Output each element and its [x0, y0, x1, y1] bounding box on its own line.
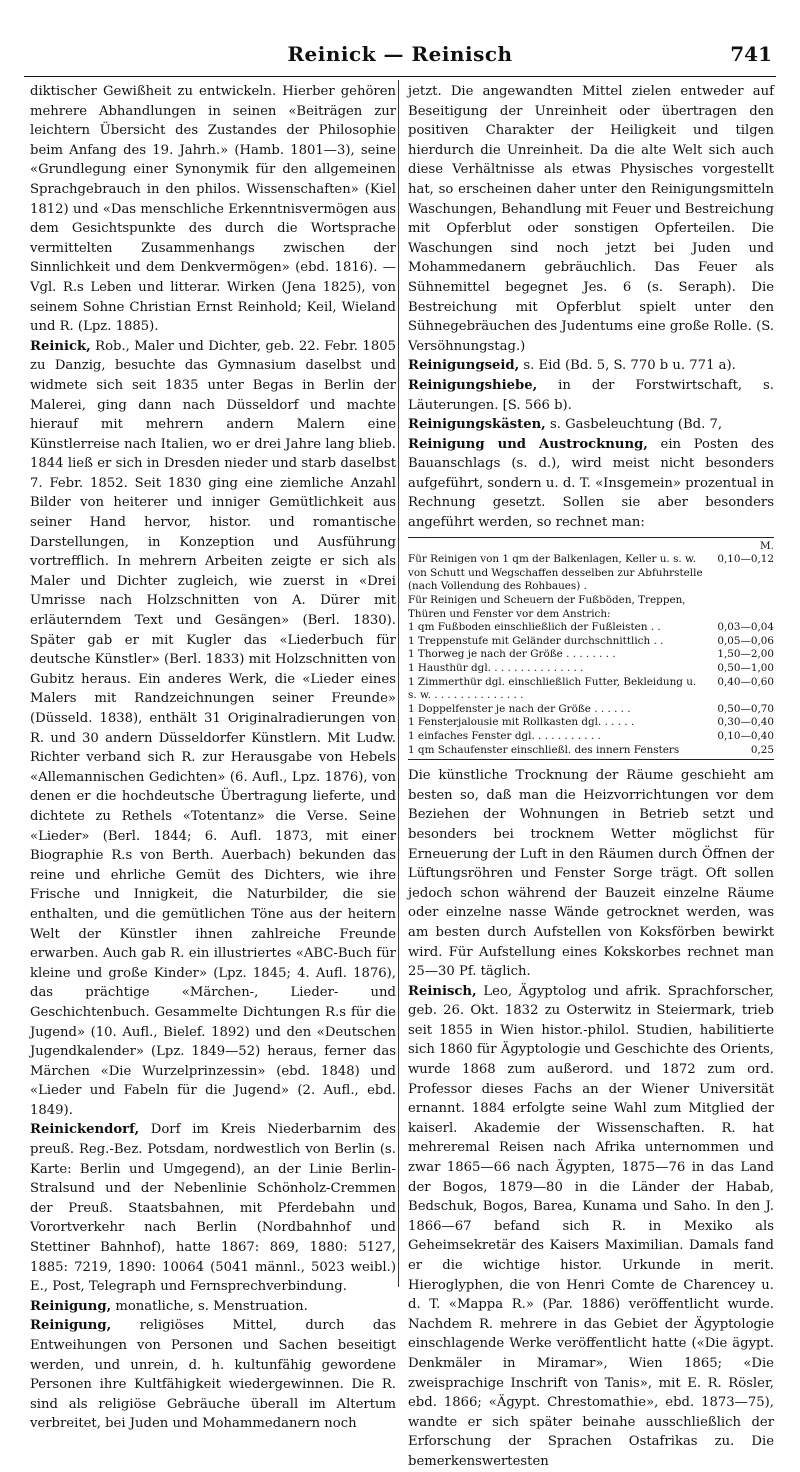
cost-value: 0,10—0,40: [717, 729, 774, 742]
cost-row: [408, 744, 774, 758]
left-column: [30, 82, 396, 1434]
cost-desc: 1 Zimmerthür dgl. einschließlich Futter, Bekleidung u. s. w. . . . . . . . . . . . . . .: [408, 675, 697, 702]
cost-value: 0,05—0,06: [717, 634, 774, 647]
lemma: Reinigungseid,: [408, 358, 520, 374]
entry-reinigung-religioes: [30, 1316, 396, 1434]
entry-text: ein Posten des Bauanschlags (s. d.), wird meist nicht besonders aufgeführt, sondern u. d. T. «Insgemein» prozentual in Rechnung gesetzt. Sollen sie aber besonders angeführt werden, so rechnet man:: [408, 436, 774, 531]
cost-desc: 1 qm Fußboden einschließlich der Fußleisten . .: [408, 621, 661, 634]
entry-reinigungskaesten: [408, 415, 774, 435]
unit-label: M.: [760, 539, 774, 552]
cost-desc: Für Reinigen und Scheuern der Fußböden, Treppen, Thüren und Fenster vor dem Anstrich:: [408, 594, 686, 620]
lemma: Reinigung,: [30, 1298, 112, 1314]
cost-value: 1,50—2,00: [717, 648, 774, 661]
cost-row: [408, 662, 774, 676]
cost-value: 0,25: [750, 743, 774, 756]
entry-reinisch: [408, 982, 774, 1472]
cost-desc: 1 Hausthür dgl. . . . . . . . . . . . . . .: [408, 662, 584, 674]
lemma: Reinigungskästen,: [408, 417, 546, 433]
entry-text: s. Eid (Bd. 5, S. 770 b u. 771 a).: [519, 358, 736, 374]
cost-row: [408, 730, 774, 744]
cost-row: [408, 676, 774, 703]
entry-reinigung-austrocknung: [408, 435, 774, 533]
header-rule: [24, 76, 776, 77]
entry-text: religiöses Mittel, durch das Entweihungen von Personen und Sachen beseitigt werden, und unrein, d. h. kultunfähig gewordene Personen ihre Kultfähigkeit wiedergewinnen. Die R. sind als religiöse Gebräuche überall im Altertum verbreitet, bei Juden und Mohammedanern noch: [30, 1318, 396, 1432]
cost-row: [408, 716, 774, 730]
lemma: Reinickendorf,: [30, 1122, 140, 1138]
entry-reinickendorf: [30, 1120, 396, 1296]
lemma: Reinigung,: [30, 1318, 112, 1334]
entry-reinigung-monatliche: [30, 1297, 396, 1317]
lemma: Reinigung und Austrocknung,: [408, 436, 648, 452]
entry-reinigungseid: [408, 356, 774, 376]
cost-row: [408, 635, 774, 649]
entry-text: monatliche, s. Menstruation.: [111, 1298, 308, 1314]
cost-value: 0,03—0,04: [717, 621, 774, 634]
cost-row: [408, 553, 774, 594]
right-column: [408, 82, 774, 1472]
cost-desc: 1 Thorweg je nach der Größe . . . . . . . .: [408, 648, 616, 661]
continued-paragraph: diktischer Gewißheit zu entwickeln. Hierber gehören mehrere Abhandlungen in seinen «Beiträgen zur leichtern Übersicht des Zustandes der Philosophie beim Anfang des 19. Jahrh.» (Hamb. 1801—3), seine «Grundlegung einer Synonymik für den allgemeinen Sprachgebrauch in den philos. Wissenschaften» (Kiel 1812) und «Das menschliche Erkenntnisvermögen aus dem Gesichtspunkte des durch die Wortsprache vermittelten Zusammenhangs zwischen der Sinnlichkeit und dem Denkvermögen» (ebd. 1816). — Vgl. R.s Leben und litterar. Wirken (Jena 1825), von seinem Sohne Christian Ernst Reinhold; Keil, Wieland und R. (Lpz. 1885).: [30, 84, 396, 335]
entry-text: Leo, Ägyptolog und afrik. Sprachforscher, geb. 26. Okt. 1832 zu Osterwitz in Steiermark, trieb seit 1855 in Wien histor.-philol. Studien, habilitierte sich 1860 für Ägyptologie und Geschichte des Orients, wurde 1868 zum außerord. und 1872 zum ord. Professor dieses Fachs an der Wiener Universität ernannt. 1884 erfolgte seine Wahl zum Mitglied der kaiserl. Akademie der Wissenschaften. R. hat mehreremal Reisen nach Afrika unternommen und zwar 1865—66 nach Ägypten, 1875—76 in das Land der Bogos, 1879—80 in die Länder der Habab, Bedschuk, Bogos, Barea, Kunama und Saho. In den J. 1866—67 befand sich R. in Mexiko als Geheimsekretär des Kaisers Maximilian. Damals fand er die wichtige histor. Urkunde in merit. Hieroglyphen, die von Henri Comte de Charencey u. d. T. «Mappa R.» (Par. 1886) veröffentlicht wurde. Nachdem R. mehrere in das Gebiet der Ägyptologie einschlagende Werke veröffentlicht hatte («Die ägypt. Denkmäler in Miramar», Wien 1865; «Die zweisprachige Inschrift von Tanis», mit E. R. Rösler, ebd. 1866; «Ägypt. Chrestomathie», ebd. 1873—75), wandte er sich später beinahe ausschließlich der Erforschung der Sprachen Ostafrikas zu. Die bemerkenswertesten: [408, 983, 774, 1469]
lemma: Reinisch,: [408, 983, 477, 999]
entry-text: Rob., Maler und Dichter, geb. 22. Febr. 1805 zu Danzig, besuchte das Gymnasium daselbst und widmete sich seit 1835 unter Begas in Berlin der Malerei, ging dann nach Düsseldorf und machte hierauf mit mehrern andern Malern eine Künstlerreise nach Italien, wo er drei Jahre lang blieb. 1844 ließ er sich in Dresden nieder und starb daselbst 7. Febr. 1852. Seit 1830 ging eine ziemliche Anzahl Bilder von heiterer und inniger Gemütlichkeit aus seiner Hand hervor, histor. und romantische Darstellungen, in Konzeption und Ausführung vortrefflich. In mehrern Arbeiten zeigte er sich als Maler und Dichter zugleich, wie zuerst in «Drei Umrisse nach Holzschnitten von A. Dürer mit erläuterndem Text und Gesängen» (Berl. 1830). Später gab er mit Kugler das «Liederbuch für deutsche Künstler» (Berl. 1833) mit Holzschnitten von Gubitz heraus. Ein anderes Werk, die «Lieder eines Malers mit Randzeichnungen seiner Freunde» (Düsseld. 1838), enthält 31 Originalradierungen von R. und 30 andern Düsseldorfer Künstlern. Mit Ludw. Richter verband sich R. zur Herausgabe von Hebels «Allemannischen Gedichten» (6. Aufl., Lpz. 1876), von denen er die hochdeutsche Übertragung lieferte, und dichtete zu Rethels «Totentanz» die Verse. Seine «Lieder» (Berl. 1844; 6. Aufl. 1873, mit einer Biographie R.s von Berth. Auerbach) bekunden das reine und ehrliche Gemüt des Dichters, wie ihre Frische und Innigkeit, die Naturbilder, die sie enthalten, und die gemütlichen Töne aus der heitern Welt der Künstler ihnen zahlreiche Freunde erwarben. Auch gab R. ein illustriertes «ABC-Buch für kleine und große Kinder» (Lpz. 1845; 4. Aufl. 1876), das prächtige «Märchen-, Lieder- und Geschichtenbuch. Gesammelte Dichtungen R.s für die Jugend» (10. Aufl., Bielef. 1892) und den «Deutschen Jugendkalender» (Lpz. 1849—52) heraus, ferner das Märchen «Die Wurzelprinzessin» (ebd. 1848) und «Lieder und Fabeln für die Jugend» (2. Aufl., ebd. 1849).: [30, 338, 396, 1118]
running-head: Reinick — Reinisch: [287, 42, 513, 66]
cost-value: [704, 594, 774, 621]
cost-desc: 1 Doppelfenster je nach der Größe . . . . . .: [408, 702, 631, 715]
cost-desc: Für Reinigen von 1 qm der Balkenlagen, Keller u. s. w. von Schutt und Wegschaffen desselben zur Abfuhrstelle (nach Vollendung des Rohbaues) .: [408, 553, 703, 593]
cost-row: [408, 594, 774, 621]
cost-desc: 1 einfaches Fenster dgl. . . . . . . . . . .: [408, 729, 601, 742]
cost-table-header: [408, 540, 774, 554]
cost-row: [408, 648, 774, 662]
lemma: Reinick,: [30, 338, 91, 354]
cost-desc: 1 Fensterjalousie mit Rollkasten dgl. . . . . .: [408, 716, 635, 729]
page-number: 741: [730, 42, 772, 66]
entry-text: Dorf im Kreis Niederbarnim des preuß. Reg.-Bez. Potsdam, nordwestlich von Berlin (s. Karte: Berlin und Umgegend), an der Linie Berlin-Stralsund und der Nebenlinie Schönholz-Cremmen der Preuß. Staatsbahnen, mit Pferdebahn und Vorortverkehr nach Berlin (Nordbahnhof und Stettiner Bahnhof), hatte 1867: 869, 1880: 5127, 1885: 7219, 1890: 10064 (5041 männl., 5023 weibl.) E., Post, Telegraph und Fernsprechverbindung.: [30, 1122, 396, 1295]
cost-value: 0,50—0,70: [717, 702, 774, 715]
page-header: [24, 38, 776, 74]
cost-row: [408, 703, 774, 717]
entry-reinigungshiebe: [408, 376, 774, 415]
entry-text: s. Gasbeleuchtung (Bd. 7,: [545, 417, 723, 433]
cost-desc: 1 qm Schaufenster einschließl. des innern Fensters: [408, 743, 680, 756]
entry-reinick: [30, 337, 396, 1121]
cost-value: 0,10—0,12: [717, 553, 774, 566]
entry-text: in der Forstwirtschaft, s. Läuterungen. [S. 566 b).: [408, 377, 774, 413]
cost-desc: 1 Treppenstufe mit Geländer durchschnittlich . .: [408, 634, 664, 647]
cost-table: [408, 537, 774, 761]
lemma: Reinigungshiebe,: [408, 377, 538, 393]
cost-value: 0,30—0,40: [717, 716, 774, 729]
column-divider: [398, 80, 399, 1287]
continued-paragraph: jetzt. Die angewandten Mittel zielen entweder auf Beseitigung der Unreinheit oder übertragen den positiven Charakter der Heiligkeit und tilgen hierdurch die Unreinheit. Da die alte Welt sich auch diese Verhältnisse als etwas Physisches vorgestellt hat, so erscheinen daher unter den Reinigungsmitteln Waschungen, Behandlung mit Feuer und Bestreichung mit Opferblut oder sonstigen Opferteilen. Die Waschungen sind noch jetzt bei Juden und Mohammedanern gebräuchlich. Das Feuer als Sühnemittel begegnet Jes. 6 (s. Seraph). Die Bestreichung mit Opferblut spielt unter den Sühnegebräuchen des Judentums eine große Rolle. (S. Versöhnungstag.): [408, 84, 774, 354]
cost-value: 0,50—1,00: [717, 662, 774, 674]
cost-row: [408, 621, 774, 635]
cost-value: 0,40—0,60: [717, 675, 774, 688]
paragraph-trocknung: Die künstliche Trocknung der Räume geschieht am besten so, daß man die Heizvorrichtungen vor dem Beziehen der Wohnungen in Betrieb setzt und besonders bei trocknem Wetter möglichst für Erneuerung der Luft in den Räumen durch Öffnen der Lüftungsröhren und Fenster Sorge trägt. Oft sollen jedoch schon während der Bauzeit einzelne Räume oder einzelne nasse Wände getrocknet werden, was am besten durch Aufstellen von Koksförben bewirkt wird. Für Aufstellung eines Kokskorbes rechnet man 25—30 Pf. täglich.: [408, 768, 774, 980]
